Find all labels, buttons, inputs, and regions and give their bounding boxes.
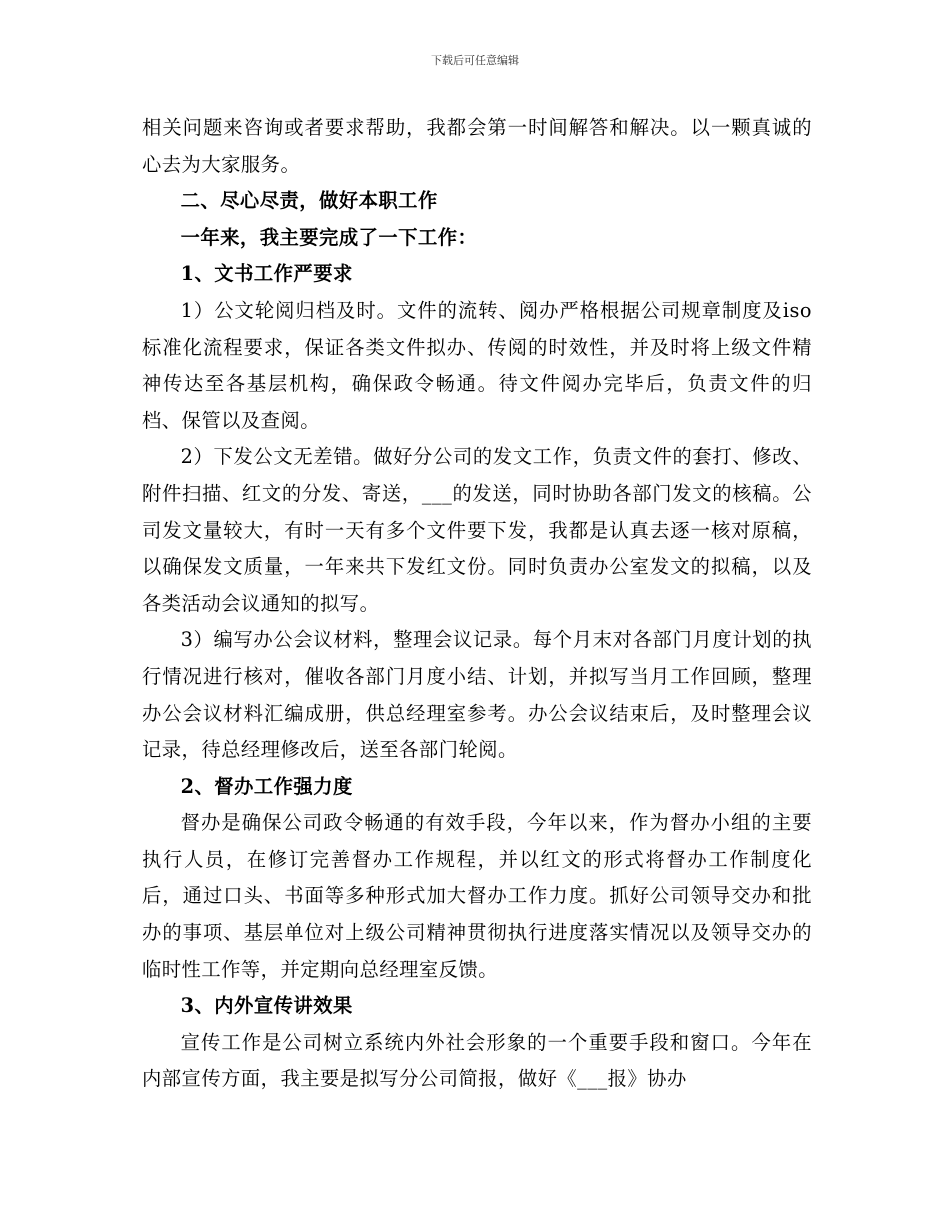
paragraph-continuation: 相关问题来咨询或者要求帮助，我都会第一时间解答和解决。以一颗真诚的心去为大家服务。 [142, 116, 812, 176]
paragraph-item-2: 2）下发公文无差错。做好分公司的发文工作，负责文件的套打、修改、附件扫描、红文的分发、寄送，___的发送，同时协助各部门发文的核稿。公司发文量较大，有时一天有多个文件要下发，我都是认真去逐一核对原稿，以确保发文质量，一年来共下发红文份。同时负责办公室发文的拟稿，以及各类活动会议通知的拟写。 [142, 445, 812, 615]
paragraph-item-3: 3）编写办公会议材料，整理会议记录。每个月末对各部门月度计划的执行情况进行核对，催收各部门月度小结、计划，并拟写当月工作回顾，整理办公会议材料汇编成册，供总经理室参考。办公会议结束后，及时整理会议记录，待总经理修改后，送至各部门轮阅。 [142, 628, 812, 762]
paragraph-publicity: 宣传工作是公司树立系统内外社会形象的一个重要手段和窗口。今年在内部宣传方面，我主要是拟写分公司简报，做好《___报》协办 [142, 1030, 812, 1091]
document-body [142, 110, 812, 1098]
paragraph-item-1: 1）公文轮阅归档及时。文件的流转、阅办严格根据公司规章制度及iso标准化流程要求，保证各类文件拟办、传阅的时效性，并及时将上级文件精神传达至各基层机构，确保政令畅通。待文件阅办完毕后，负责文件的归档、保管以及查阅。 [142, 298, 812, 432]
subsection-heading-3: 3、内外宣传讲效果 [180, 994, 353, 1018]
subsection-intro: 一年来，我主要完成了一下工作： [180, 225, 478, 249]
page-header: 下载后可任意编辑 [431, 54, 519, 67]
section-heading-2: 二、尽心尽责，做好本职工作 [180, 189, 438, 213]
subsection-heading-1: 1、文书工作严要求 [180, 262, 353, 286]
paragraph-supervision: 督办是确保公司政令畅通的有效手段，今年以来，作为督办小组的主要执行人员，在修订完善督办工作规程，并以红文的形式将督办工作制度化后，通过口头、书面等多种形式加大督办工作力度。抓好公司领导交办和批办的事项、基层单位对上级公司精神贯彻执行进度落实情况以及领导交办的临时性工作等，并定期向总经理室反馈。 [142, 811, 812, 981]
subsection-heading-2: 2、督办工作强力度 [180, 774, 353, 798]
